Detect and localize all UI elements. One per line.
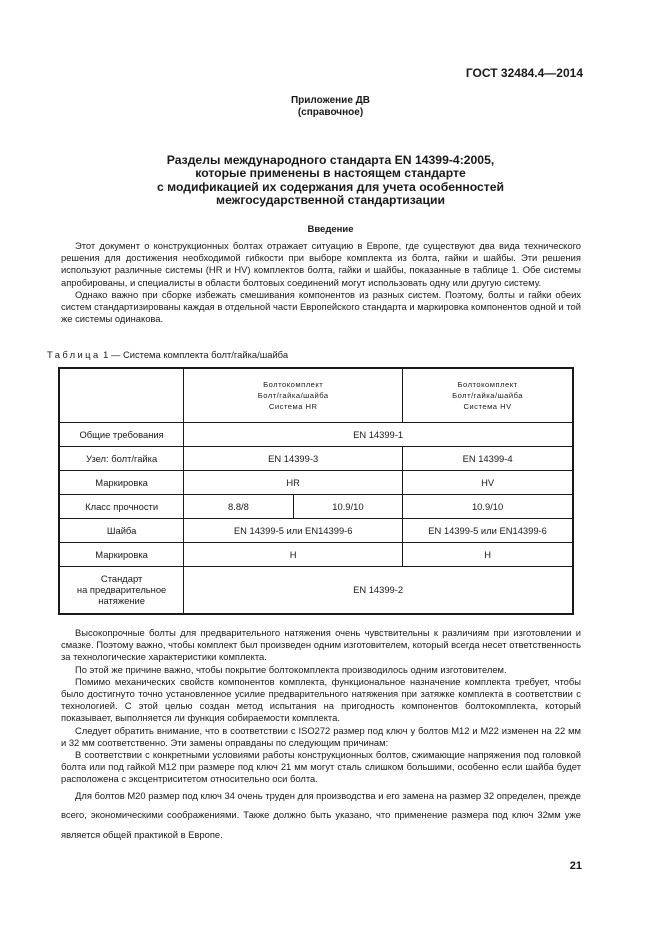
cell-value: H — [184, 542, 403, 566]
paragraph: Высокопрочные болты для предварительного натяжения очень чувствительны к различиям при изготовлении и смазке. Поэтому важно, чтобы комплект был произведен одним изготовителем, который всегда несет ответственность за технологические характеристики комплекта. — [61, 627, 581, 663]
paragraph: Этот документ о конструкционных болтах отражает ситуацию в Европе, где существуют два вида технического решения для достижения необходимой гибкости при выборе комплекта из болта, гайки и шайбы. Эти решения используют различные системы (HR и HV) комплектов болта, гайки и шайбы, показанные в таблице 1. Обе системы апробированы, и специалисты в области болтовых соединений могут использовать одну или другую систему. — [61, 240, 581, 288]
page-number: 21 — [569, 860, 582, 872]
appendix-subtitle: (справочное) — [297, 107, 364, 118]
cell-value: 8.8/8 — [184, 494, 293, 518]
table-row — [59, 494, 573, 518]
cell-value: EN 14399-4 — [403, 446, 573, 470]
title-line: которые применены в настоящем стандарте — [195, 166, 466, 181]
table-row — [59, 422, 573, 446]
cell-value: EN 14399-3 — [184, 446, 403, 470]
appendix-heading — [0, 95, 661, 119]
table-row — [59, 542, 573, 566]
cell-value: H — [403, 542, 573, 566]
row-label-line: Стандарт — [100, 573, 143, 585]
table-caption-label: Таблица — [47, 349, 101, 360]
table-row — [59, 566, 573, 614]
bolt-system-table — [58, 367, 574, 615]
table-row — [59, 446, 573, 470]
row-label — [59, 566, 184, 614]
title-line: с модификацией их содержания для учета особенностей — [156, 179, 505, 194]
header-hr-line: Система HR — [268, 401, 318, 411]
header-hv-cell — [403, 368, 573, 422]
body-text — [61, 627, 581, 844]
table-caption-text: 1 — Система комплекта болт/гайка/шайба — [100, 349, 289, 360]
table-row — [59, 470, 573, 494]
row-label-line: на предварительное — [76, 584, 167, 596]
header-hv-line: Болтокомплект — [457, 379, 518, 389]
document-title — [0, 154, 661, 207]
paragraph: В соответствии с конкретными условиями работы конструкционных болтов, сжимающие напряжения под головкой болта или под гайкой M12 при размере под ключ 21 мм могут сталь слишком большими, особенно если шайба будет расположена с эксцентриситетом относительно оси болта. — [61, 749, 581, 785]
intro-heading: Введение — [307, 224, 354, 235]
header-hr-line: Болт/гайка/шайба — [257, 390, 329, 400]
row-label: Класс прочности — [59, 494, 184, 518]
table-corner-cell — [59, 368, 184, 422]
header-hr-line: Болтокомплект — [263, 379, 324, 389]
cell-value: EN 14399-5 или EN14399-6 — [403, 518, 573, 542]
cell-value: EN 14399-2 — [184, 566, 573, 614]
row-label: Общие требования — [59, 422, 184, 446]
header-hv-line: Система HV — [463, 401, 512, 411]
paragraph: Помимо механических свойств компонентов комплекта, функциональное назначение комплекта требует, чтобы было достигнуто точно установленное усилие предварительного натяжения при затяжке комплекта в соответствии с технологией. С этой целью создан метод испытания на пригодность компонентов болтокомплекта, который показывает, выполняется ли функция собираемости комплекта. — [61, 675, 581, 724]
table-row — [59, 518, 573, 542]
row-label: Шайба — [59, 518, 184, 542]
cell-value: EN 14399-1 — [184, 422, 573, 446]
header-hr-cell — [184, 368, 403, 422]
header-hv-line: Болт/гайка/шайба — [452, 390, 524, 400]
title-line: Разделы международного стандарта EN 14399-4:2005, — [166, 153, 495, 167]
paragraph: Следует обратить внимание, что в соответствии с ISO272 размер под ключ у болтов M12 и M22 изменен на 22 мм и 32 мм соответственно. Эти замены оправданы по следующим причинам: — [61, 724, 581, 748]
row-label: Маркировка — [59, 470, 184, 494]
table-caption — [47, 349, 288, 360]
title-line: межгосударственной стандартизации — [216, 192, 445, 207]
appendix-title: Приложение ДВ — [290, 95, 371, 106]
paragraph: По этой же причине важно, чтобы покрытие болтокомплекта производилось одним изготовителем. — [75, 663, 507, 675]
cell-value: HV — [403, 470, 573, 494]
cell-value: 10.9/10 — [293, 494, 403, 518]
row-label: Узел: болт/гайка — [59, 446, 184, 470]
row-label: Маркировка — [59, 542, 184, 566]
cell-value: 10.9/10 — [403, 494, 573, 518]
table-header-row — [59, 368, 573, 422]
intro-text — [61, 240, 581, 325]
paragraph: Однако важно при сборке избежать смешивания компонентов из разных систем. Поэтому, болты и гайки обеих систем стандартизированы каждая в отдельной части Европейского стандарта и маркировка компонентов одной и той же системы одинакова. — [61, 288, 581, 325]
cell-value: HR — [184, 470, 403, 494]
cell-value: EN 14399-5 или EN14399-6 — [184, 518, 403, 542]
standard-number: ГОСТ 32484.4—2014 — [465, 66, 583, 80]
row-label-line: натяжение — [98, 595, 145, 607]
paragraph: Для болтов M20 размер под ключ 34 очень труден для производства и его замена на размер 32 определен, прежде всего, экономическими соображениями. Также должно быть указано, что применение размера под ключ 32мм уже является общей практикой в Европе. — [61, 789, 581, 840]
